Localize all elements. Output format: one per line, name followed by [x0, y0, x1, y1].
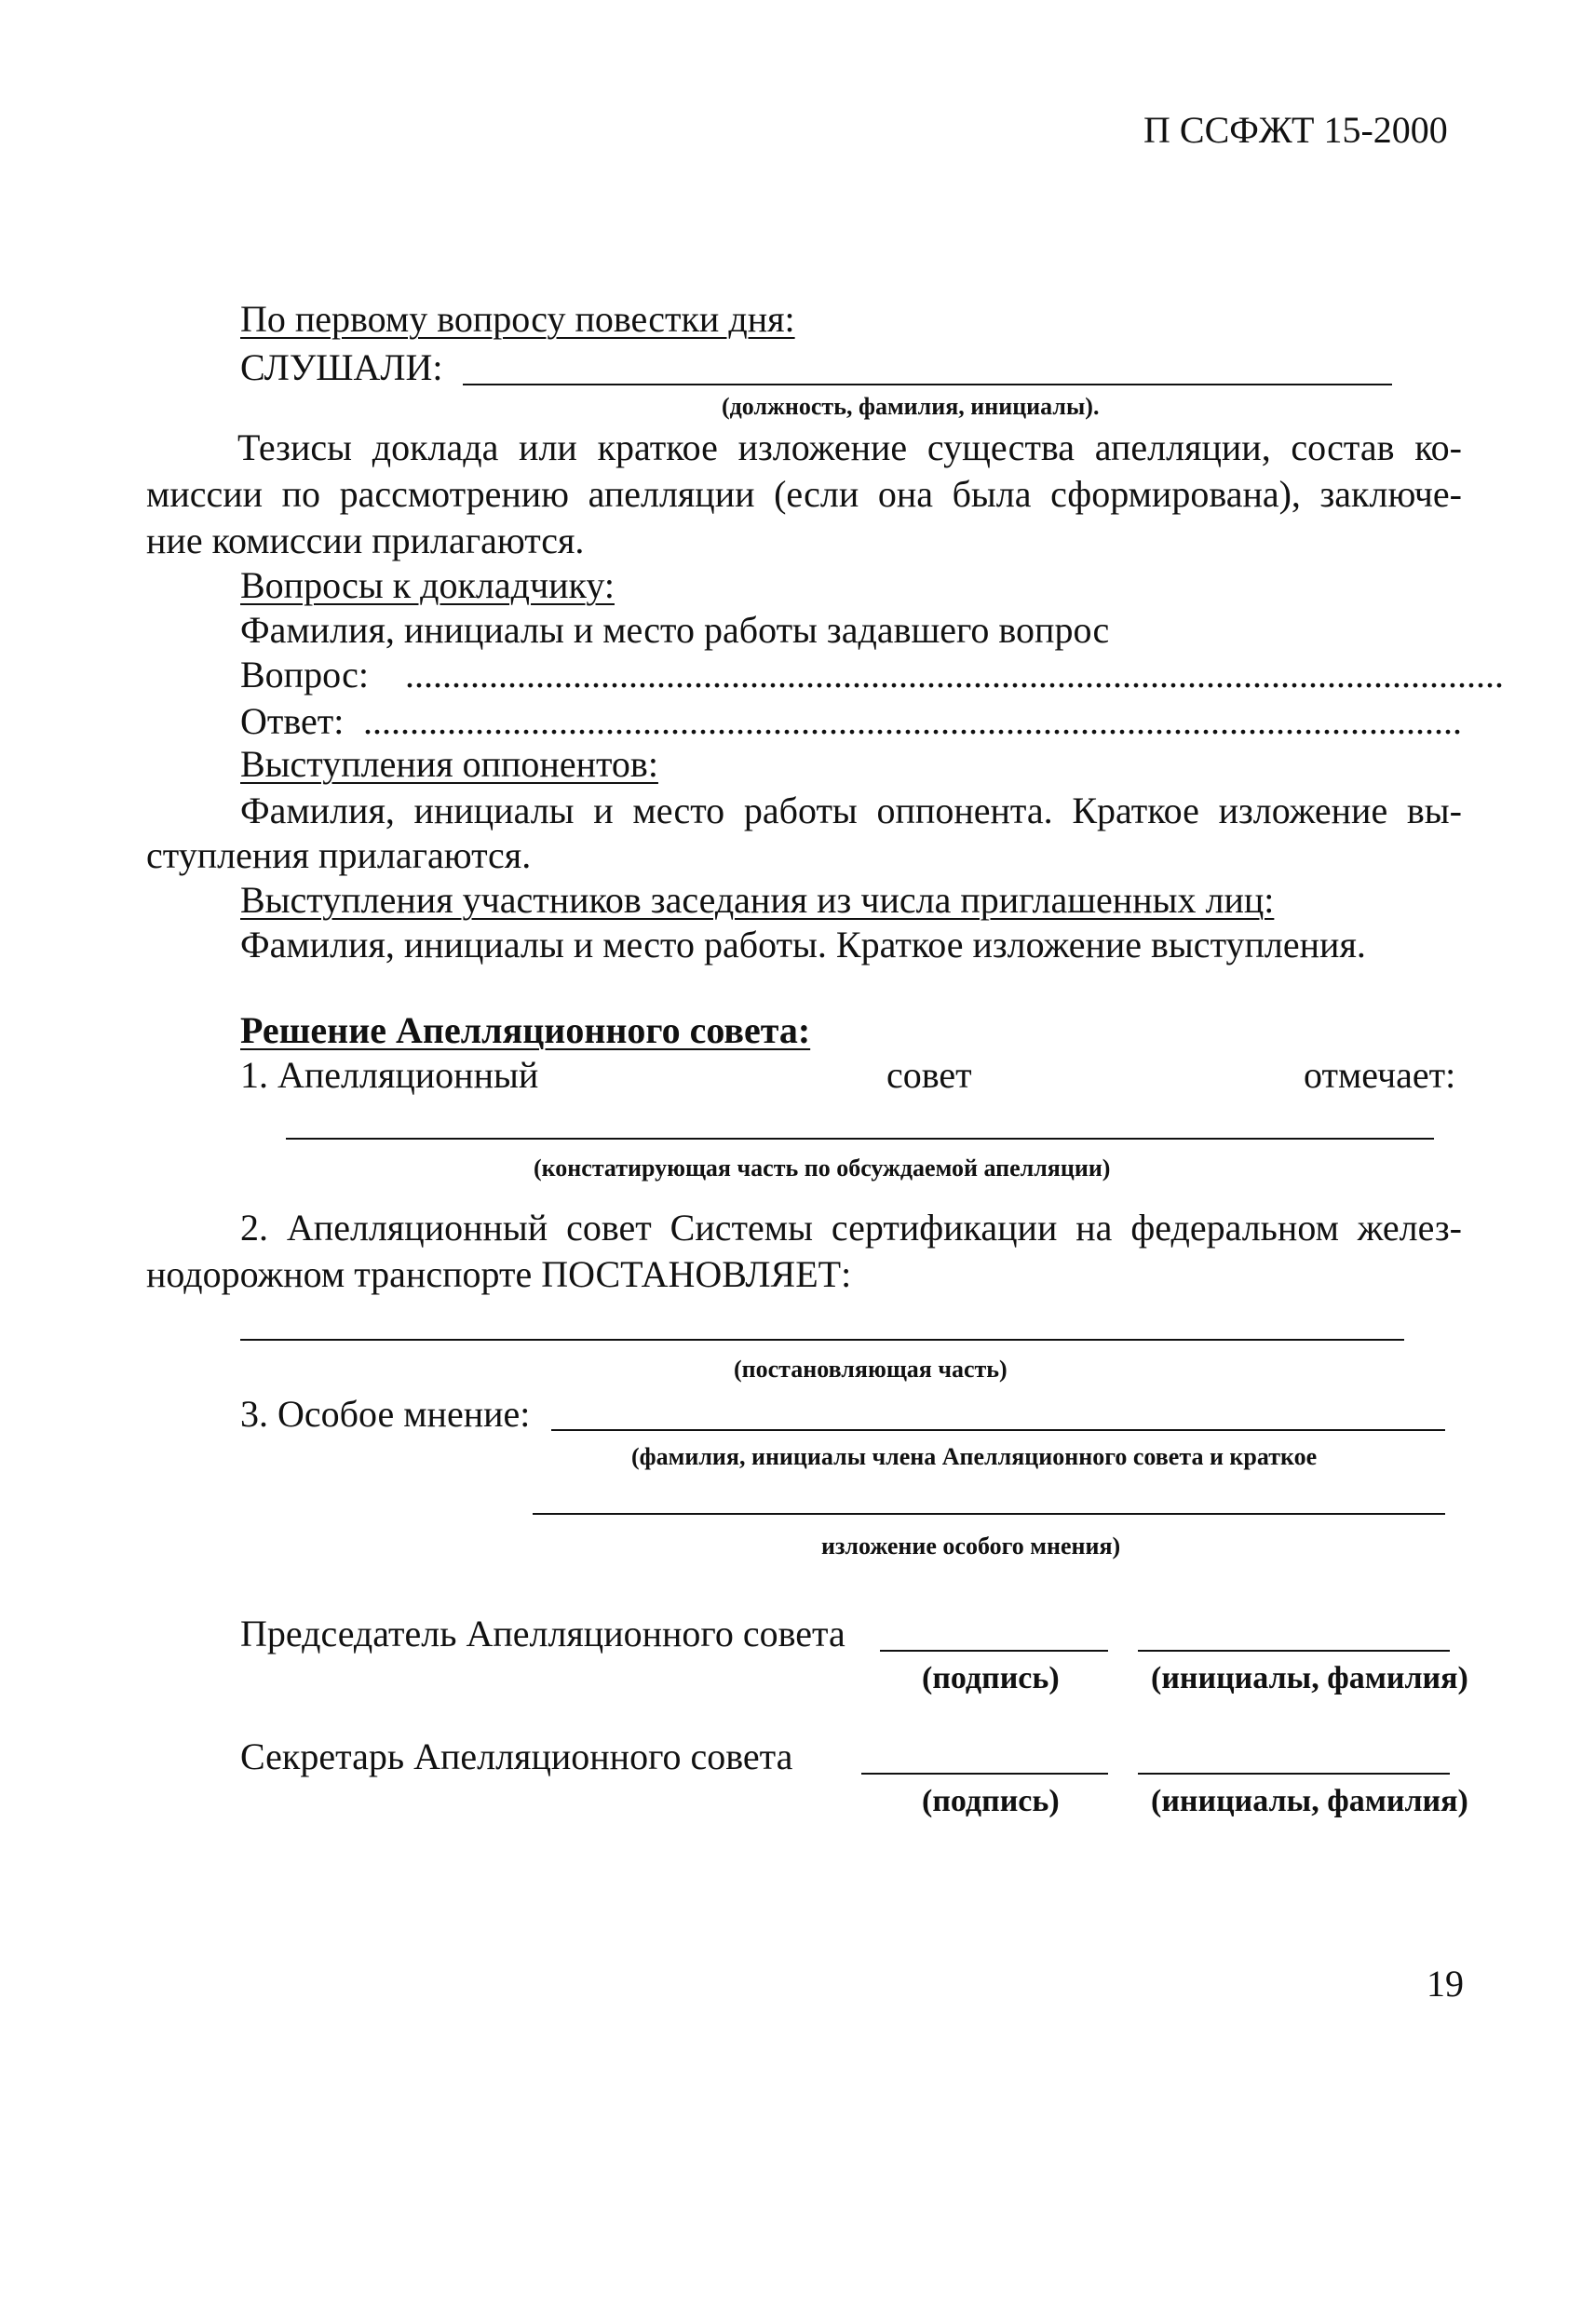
decision-item1-word1: 1. Апелляционный: [240, 1054, 539, 1096]
question-label: Вопрос:: [240, 654, 369, 695]
secretary-name-line: [1138, 1773, 1450, 1775]
decision-item1-word2: совет: [886, 1054, 972, 1096]
opponents-line-1: Фамилия, инициалы и место работы оппонента. Краткое изложение вы-: [240, 790, 1462, 831]
answer-label: Ответ:: [240, 700, 345, 742]
chairman-signature-caption: (подпись): [922, 1661, 1060, 1695]
secretary-signature-caption: (подпись): [922, 1784, 1060, 1818]
decision-item1-caption: (констатирующая часть по обсуждаемой апелляции): [534, 1154, 1111, 1182]
heard-caption: (должность, фамилия, инициалы).: [722, 393, 1100, 420]
opponents-heading: Выступления оппонентов:: [240, 743, 658, 785]
secretary-signature-line: [861, 1773, 1108, 1775]
decision-item2-caption: (постановляющая часть): [734, 1356, 1008, 1383]
theses-line-1: Тезисы доклада или краткое изложение существа апелляции, состав ко-: [237, 426, 1462, 468]
decision-item3-caption-2: изложение особого мнения): [821, 1533, 1121, 1560]
theses-line-2: миссии по рассмотрению апелляции (если она была сформирована), заключе-: [146, 473, 1462, 515]
decision-item3-fill-line: [551, 1429, 1445, 1431]
guests-text: Фамилия, инициалы и место работы. Краткое изложение выступления.: [240, 924, 1366, 965]
heard-label: СЛУШАЛИ:: [240, 346, 443, 388]
decision-item2-line-2: нодорожном транспорте ПОСТАНОВЛЯЕТ:: [146, 1253, 852, 1295]
decision-item2-fill-line: [240, 1339, 1404, 1341]
theses-line-3: ние комиссии прилагаются.: [146, 520, 585, 561]
page-number: 19: [1427, 1963, 1464, 2005]
decision-item2-line-1: 2. Апелляционный совет Системы сертификации на федеральном желез-: [240, 1207, 1462, 1249]
heard-fill-line: [463, 384, 1392, 385]
questioner-text: Фамилия, инициалы и место работы задавшего вопрос: [240, 609, 1110, 651]
decision-item3-fill-line-2: [533, 1513, 1445, 1515]
decision-item1-word3: отмечает:: [1304, 1054, 1456, 1096]
decision-item3-label: 3. Особое мнение:: [240, 1393, 531, 1435]
chairman-name-caption: (инициалы, фамилия): [1151, 1661, 1468, 1695]
decision-heading: Решение Апелляционного совета:: [240, 1009, 811, 1051]
guests-heading: Выступления участников заседания из числа приглашенных лиц:: [240, 879, 1275, 921]
answer-dots: ......................................................................................................................: [363, 700, 1462, 742]
chairman-label: Председатель Апелляционного совета: [240, 1613, 845, 1654]
chairman-name-line: [1138, 1650, 1450, 1652]
decision-item1-fill-line: [286, 1138, 1434, 1140]
question-dots: ......................................................................................................................: [405, 654, 1504, 695]
secretary-label: Секретарь Апелляционного совета: [240, 1735, 793, 1777]
opponents-line-2: ступления прилагаются.: [146, 834, 532, 876]
chairman-signature-line: [880, 1650, 1108, 1652]
secretary-name-caption: (инициалы, фамилия): [1151, 1784, 1468, 1818]
first-question-heading: По первому вопросу повестки дня:: [240, 298, 795, 340]
decision-item3-caption-1: (фамилия, инициалы члена Апелляционного совета и краткое: [631, 1443, 1318, 1470]
questions-heading: Вопросы к докладчику:: [240, 564, 615, 606]
document-code: П ССФЖТ 15-2000: [1143, 109, 1448, 151]
